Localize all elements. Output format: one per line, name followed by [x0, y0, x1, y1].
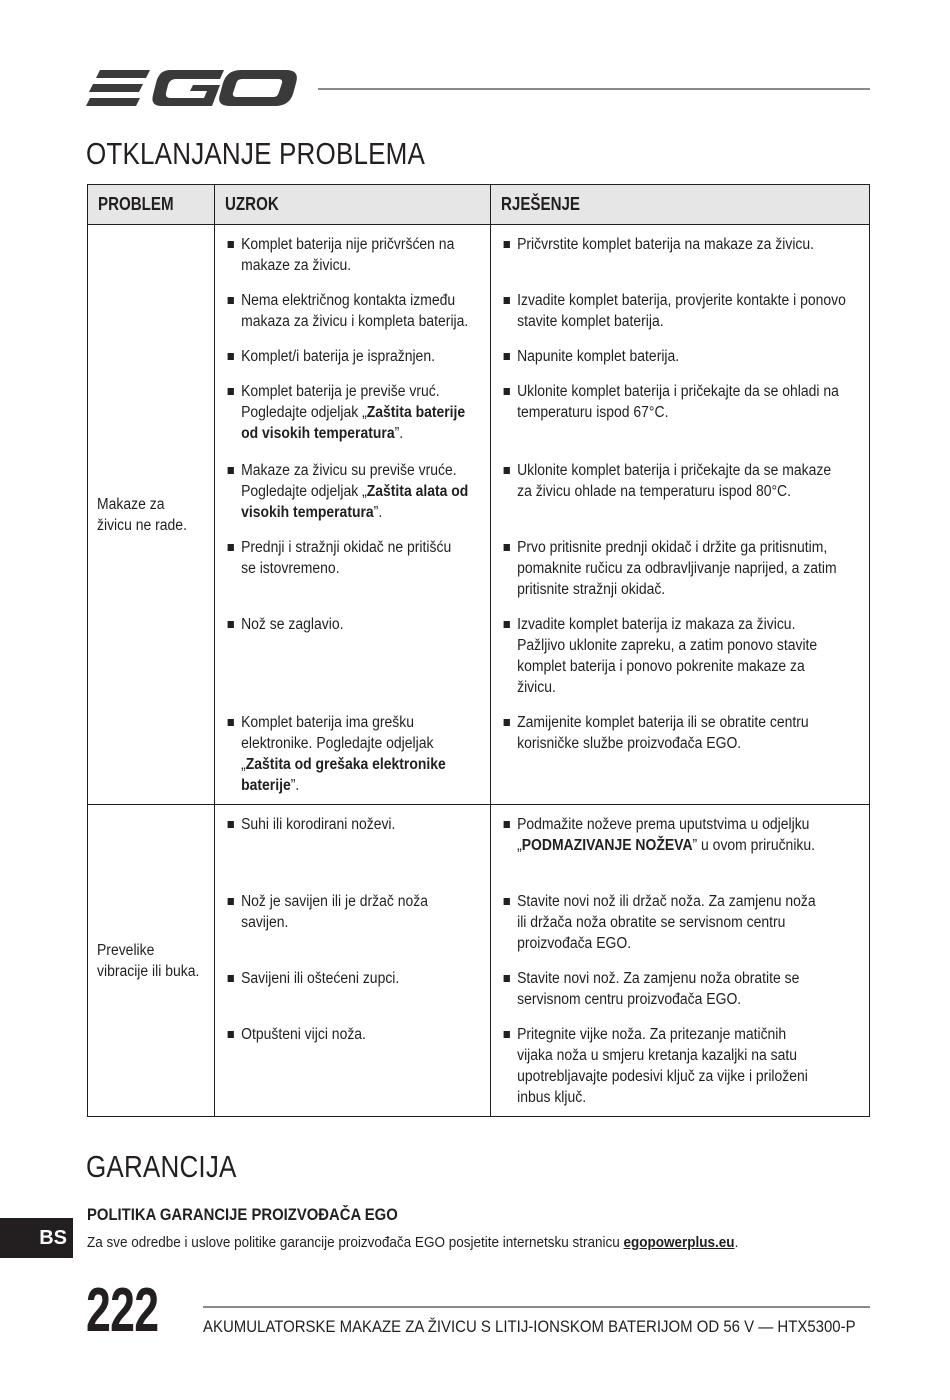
header-solution: RJEŠENJE [501, 194, 580, 214]
cause-item [215, 346, 463, 367]
bullet-icon [228, 241, 234, 248]
cause-line: Makaze za živicu su previše vruće. [241, 462, 457, 479]
warranty-title: GARANCIJA [86, 1149, 237, 1184]
bullet-icon [228, 544, 234, 551]
cause-line: Nož se zaglavio. [241, 616, 344, 633]
bullet-icon [504, 621, 510, 628]
solution-row [491, 290, 869, 346]
cause-item [215, 614, 463, 635]
solution-item [491, 814, 831, 856]
cause-line: Komplet baterija je previše vruć. [241, 383, 440, 400]
cause-item [215, 381, 466, 444]
bullet-icon [228, 353, 234, 360]
bullet-icon [228, 719, 234, 726]
warranty-link[interactable]: egopowerplus.eu [623, 1234, 735, 1251]
page-number: 222 [86, 1276, 159, 1345]
cause-item [215, 968, 463, 989]
table-group-not-working [88, 225, 869, 805]
solution-cell [491, 225, 869, 804]
cause-line: elektronike. Pogledajte odjeljak [241, 735, 434, 752]
bullet-icon [504, 821, 510, 828]
cause-row [215, 346, 490, 381]
solution-row [491, 346, 869, 381]
cause-line: Nož je savijen ili je držač noža [241, 893, 428, 910]
problem-line: Prevelike [97, 941, 155, 959]
solution-line: Pritegnite vijke noža. Za pritezanje matičnih [517, 1026, 787, 1043]
cause-item [215, 460, 469, 523]
bullet-icon [504, 388, 510, 395]
bullet-icon [228, 388, 234, 395]
cause-row [215, 537, 490, 614]
solution-item [491, 1024, 831, 1108]
bullet-icon [504, 297, 510, 304]
solution-row [491, 814, 869, 891]
troubleshooting-table [87, 184, 870, 1117]
solution-line: „PODMAZIVANJE NOŽEVA” u ovom priručniku. [517, 837, 816, 854]
solution-row [491, 234, 869, 290]
bullet-icon [504, 467, 510, 474]
cause-cell [215, 225, 491, 804]
header-rule [318, 88, 870, 90]
cause-row [215, 460, 490, 537]
cause-line: makaze za živicu. [241, 257, 352, 274]
bullet-icon [504, 544, 510, 551]
cause-row [215, 814, 490, 891]
solution-item [491, 712, 831, 754]
solution-line: Podmažite noževe prema uputstvima u odjeljku [517, 816, 810, 833]
cause-row [215, 712, 490, 804]
solution-line: živicu. [517, 679, 556, 696]
cause-line: Pogledajte odjeljak „Zaštita alata od [241, 483, 469, 500]
solution-line: Pažljivo uklonite zapreku, a zatim ponovo stavite [517, 637, 818, 654]
solution-line: upotrebljavajte podesivi ključ za vijke i priloženi [517, 1068, 808, 1085]
header-cause: UZROK [215, 185, 491, 224]
solution-row [491, 891, 869, 968]
bullet-icon [228, 621, 234, 628]
cause-line: „Zaštita od grešaka elektronike [241, 756, 446, 773]
bullet-icon [504, 241, 510, 248]
troubleshooting-title: OTKLANJANJE PROBLEMA [86, 136, 426, 171]
solution-line: pomaknite ručicu za odbravljivanje naprijed, a zatim [517, 560, 837, 577]
solution-line: Napunite komplet baterija. [517, 348, 680, 365]
solution-line: temperaturu ispod 67°C. [517, 404, 669, 421]
bullet-icon [504, 975, 510, 982]
solution-line: Stavite novi nož ili držač noža. Za zamjenu noža [517, 893, 816, 910]
cause-line: Pogledajte odjeljak „Zaštita baterije [241, 404, 466, 421]
cause-line: Savijeni ili oštećeni zupci. [241, 970, 400, 987]
problem-line: Makaze za [97, 495, 165, 513]
bullet-icon [228, 975, 234, 982]
cause-row [215, 968, 490, 1024]
cause-row [215, 1024, 490, 1116]
solution-row [491, 712, 869, 804]
policy-heading: POLITIKA GARANCIJE PROIZVOĐAČA EGO [87, 1206, 398, 1224]
solution-row [491, 537, 869, 614]
footer-title: AKUMULATORSKE MAKAZE ZA ŽIVICU S LITIJ-IONSKOM BATERIJOM OD 56 V — HTX5300-P [203, 1317, 856, 1336]
solution-line: komplet baterija i ponovo pokrenite makaze za [517, 658, 805, 675]
solution-line: Prvo pritisnite prednji okidač i držite ga pritisnutim, [517, 539, 828, 556]
solution-line: Izvadite komplet baterija, provjerite kontakte i ponovo [517, 292, 846, 309]
solution-item [491, 614, 831, 698]
table-group-vibration [88, 805, 869, 1116]
solution-line: Pričvrstite komplet baterija na makaze za živicu. [517, 236, 815, 253]
cause-row [215, 891, 490, 968]
solution-cell [491, 805, 869, 1116]
cause-line: Nema električnog kontakta između [241, 292, 456, 309]
solution-line: Stavite novi nož. Za zamjenu noža obratite se [517, 970, 800, 987]
bullet-icon [228, 821, 234, 828]
language-tab: BS [0, 1218, 73, 1258]
cause-line: visokih temperatura”. [241, 504, 383, 521]
header-problem: PROBLEM [88, 185, 215, 224]
solution-row [491, 460, 869, 537]
policy-sentence: Za sve odredbe i uslove politike garancije proizvođača EGO posjetite internetsku stranicu [87, 1234, 624, 1251]
cause-cell [215, 805, 491, 1116]
cause-line: Komplet baterija ima grešku [241, 714, 415, 731]
solution-line: Zamijenite komplet baterija ili se obratite centru [517, 714, 809, 731]
bullet-icon [228, 898, 234, 905]
solution-line: korisničke službe proizvođača EGO. [517, 735, 742, 752]
cause-line: Suhi ili korodirani noževi. [241, 816, 396, 833]
cause-line: baterije”. [241, 777, 300, 794]
solution-line: proizvođača EGO. [517, 935, 632, 952]
problem-line: vibracije ili buka. [97, 962, 200, 980]
cause-item [215, 537, 463, 579]
cause-line: se istovremeno. [241, 560, 340, 577]
solution-line: stavite komplet baterija. [517, 313, 664, 330]
table-header-row [88, 185, 869, 225]
solution-line: Uklonite komplet baterija i pričekajte da se makaze [517, 462, 832, 479]
ego-logo [86, 64, 298, 112]
cause-item [215, 891, 463, 933]
cause-row [215, 614, 490, 712]
cause-line: Prednji i stražnji okidač ne pritišću [241, 539, 452, 556]
cause-row [215, 234, 490, 290]
footer-rule [203, 1306, 870, 1308]
problem-line: živicu ne rade. [97, 516, 187, 534]
solution-row [491, 968, 869, 1024]
bullet-icon [228, 297, 234, 304]
bullet-icon [228, 1031, 234, 1038]
cause-item [215, 1024, 463, 1045]
solution-row [491, 381, 869, 460]
solution-line: Uklonite komplet baterija i pričekajte da se ohladi na [517, 383, 839, 400]
cause-line: Komplet/i baterija je ispražnjen. [241, 348, 435, 365]
cause-item [215, 712, 463, 796]
problem-cell [88, 805, 215, 1116]
bullet-icon [504, 898, 510, 905]
solution-item [491, 346, 831, 367]
solution-item [491, 381, 839, 423]
cause-line: Otpušteni vijci noža. [241, 1026, 366, 1043]
cause-row [215, 381, 490, 460]
cause-item [215, 814, 463, 835]
bullet-icon [504, 1031, 510, 1038]
cause-line: savijen. [241, 914, 289, 931]
policy-text [87, 1234, 738, 1251]
solution-item [491, 968, 831, 1010]
solution-item [491, 891, 831, 954]
solution-row [491, 1024, 869, 1116]
solution-item [491, 460, 831, 502]
cause-item [215, 290, 469, 332]
problem-cell [88, 225, 215, 804]
solution-line: servisnom centru proizvođača EGO. [517, 991, 742, 1008]
cause-line: od visokih temperatura”. [241, 425, 404, 442]
bullet-icon [228, 467, 234, 474]
solution-line: Izvadite komplet baterija iz makaza za živicu. [517, 616, 796, 633]
solution-item [491, 234, 831, 255]
solution-item [491, 537, 837, 600]
solution-item [491, 290, 846, 332]
solution-row [491, 614, 869, 712]
bullet-icon [504, 353, 510, 360]
solution-line: pritisnite stražnji okidač. [517, 581, 666, 598]
cause-line: makaza za živicu i kompleta baterija. [241, 313, 469, 330]
cause-row [215, 290, 490, 346]
solution-line: inbus ključ. [517, 1089, 587, 1106]
cause-line: Komplet baterija nije pričvršćen na [241, 236, 455, 253]
solution-line: ili držača noža obratite se servisnom centru [517, 914, 786, 931]
solution-line: vijaka noža u smjeru kretanja kazaljki na satu [517, 1047, 798, 1064]
solution-line: za živicu ohlade na temperaturu ispod 80°C. [517, 483, 791, 500]
bullet-icon [504, 719, 510, 726]
cause-item [215, 234, 463, 276]
policy-end: . [734, 1234, 739, 1251]
